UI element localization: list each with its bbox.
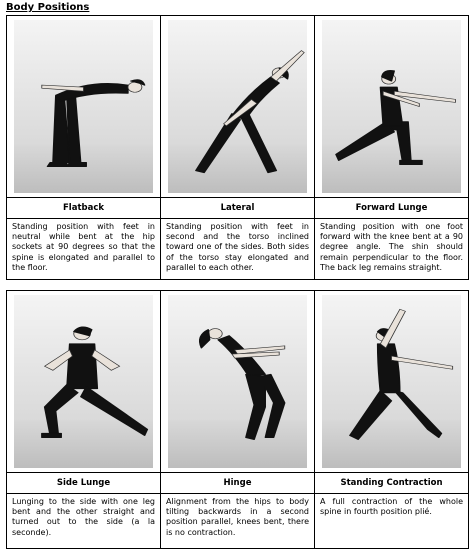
photo-lateral — [168, 20, 307, 193]
positions-table-top — [6, 15, 469, 280]
description-forward-lunge: Standing position with one foot forward with the knee bent at a 90 degree angle. The shin should remain perpendicular to the floor. The back leg remains straight. — [315, 219, 469, 280]
photo-cell-flatback — [7, 16, 161, 198]
photo-forward-lunge — [322, 20, 461, 193]
label-side-lunge: Side Lunge — [7, 473, 161, 494]
photo-cell-forward-lunge — [315, 16, 469, 198]
label-lateral: Lateral — [161, 198, 315, 219]
photo-hinge — [168, 295, 307, 468]
description-side-lunge: Lunging to the side with one leg bent and the other straight and turned out to the side (a la seconde). — [7, 494, 161, 549]
photo-flatback — [14, 20, 153, 193]
photo-cell-hinge — [161, 291, 315, 473]
label-forward-lunge: Forward Lunge — [315, 198, 469, 219]
photo-standing-contraction — [322, 295, 461, 468]
photo-side-lunge — [14, 295, 153, 468]
description-hinge: Alignment from the hips to body tilting backwards in a second position parallel, knees bent, there is no contraction. — [161, 494, 315, 549]
description-lateral: Standing position with feet in second and the torso inclined toward one of the sides. Both sides of the torso stay elongated and parallel to each other. — [161, 219, 315, 280]
page-heading: Body Positions — [6, 2, 90, 13]
label-hinge: Hinge — [161, 473, 315, 494]
description-flatback: Standing position with feet in neutral while bent at the hip sockets at 90 degrees so that the spine is elongated and parallel to the floor. — [7, 219, 161, 280]
photo-cell-side-lunge — [7, 291, 161, 473]
photo-cell-lateral — [161, 16, 315, 198]
label-standing-contraction: Standing Contraction — [315, 473, 469, 494]
photo-cell-standing-contraction — [315, 291, 469, 473]
positions-table-bottom — [6, 290, 469, 549]
description-standing-contraction: A full contraction of the whole spine in fourth position plié. — [315, 494, 469, 549]
label-flatback: Flatback — [7, 198, 161, 219]
